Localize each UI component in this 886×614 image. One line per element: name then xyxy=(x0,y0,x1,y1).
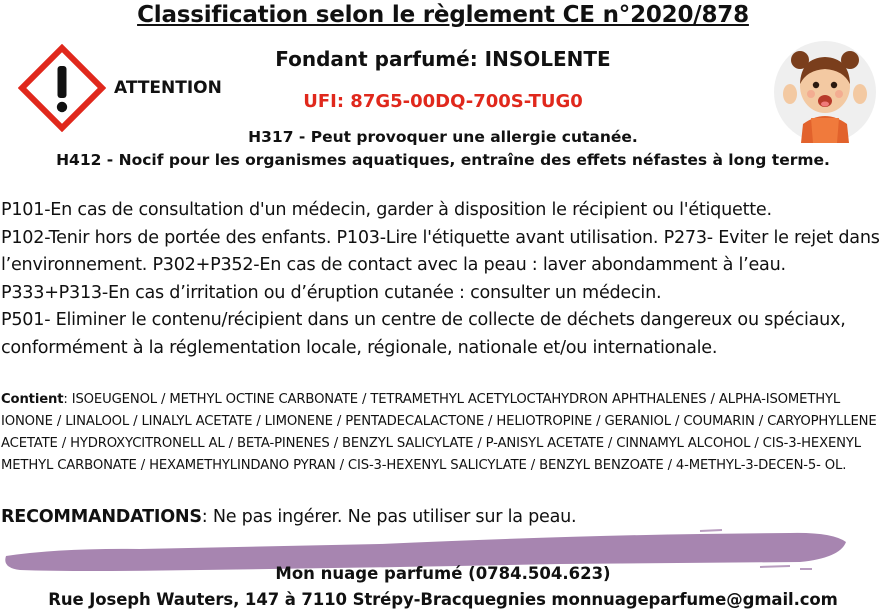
precaution-p102: P102-Tenir hors de portée des enfants. P103-Lire l'étiquette avant utilisation. P273- Eviter le rejet dans l’environnement. P302+P352-En cas de contact avec la peau : laver abondamment à l’eau. xyxy=(1,227,880,276)
shop-address-email: Rue Joseph Wauters, 147 à 7110 Strépy-Bracquegnies monnuageparfume@gmail.com xyxy=(48,590,838,609)
precaution-p333: P333+P313-En cas d’irritation ou d’éruption cutanée : consulter un médecin. xyxy=(1,282,662,303)
hazard-statement-h317: H317 - Peut provoquer une allergie cutanée. xyxy=(248,128,638,146)
page-title: Classification selon le règlement CE n°2020/878 xyxy=(137,2,749,28)
precautionary-statements xyxy=(1,197,881,363)
contains-text: : ISOEUGENOL / METHYL OCTINE CARBONATE / TETRAMETHYL ACETYLOCTAHYDRON APHTHALENES / ALPHA-ISOMETHYL IONONE / LINALOOL / LINALYL ACETATE / LIMONENE / PENTADECALACTONE / HELIOTROPINE / GERANIOL / COUMARIN / CARYOPHYLLENE ACETATE / HYDROXYCITRONELL AL / BETA-PINENES / BENZYL SALICYLATE / P-ANISYL ACETATE / CINNAMYL ALCOHOL / CIS-3-HEXENYL METHYL CARBONATE / HEXAMETHYLINDANO PYRAN / CIS-3-HEXENYL SALICYLATE / BENZYL BENZOATE / 4-METHYL-3-DECEN-5- OL. xyxy=(1,392,877,473)
signal-word: ATTENTION xyxy=(114,78,222,98)
shop-name-phone: Mon nuage parfumé (0784.504.623) xyxy=(275,564,611,583)
recommendations-label: RECOMMANDATIONS xyxy=(1,507,202,527)
ingredients-list xyxy=(1,389,883,477)
contains-label: Contient xyxy=(1,392,64,407)
product-name: Fondant parfumé: INSOLENTE xyxy=(275,47,611,71)
precaution-p101: P101-En cas de consultation d'un médecin, garder à disposition le récipient ou l'étiquette. xyxy=(1,200,772,220)
exclamation-mark-hazard-icon xyxy=(18,44,106,132)
hazard-statement-h412: H412 - Nocif pour les organismes aquatiques, entraîne des effets néfastes à long terme. xyxy=(56,151,830,169)
precaution-p501: P501- Eliminer le contenu/récipient dans un centre de collecte de déchets dangereux ou spéciaux, conformément à la réglementation locale, régionale, nationale et/ou internationale. xyxy=(1,310,846,358)
recommendations-text: : Ne pas ingérer. Ne pas utiliser sur la peau. xyxy=(201,507,577,527)
ufi-code: UFI: 87G5-00DQ-700S-TUG0 xyxy=(303,91,583,112)
